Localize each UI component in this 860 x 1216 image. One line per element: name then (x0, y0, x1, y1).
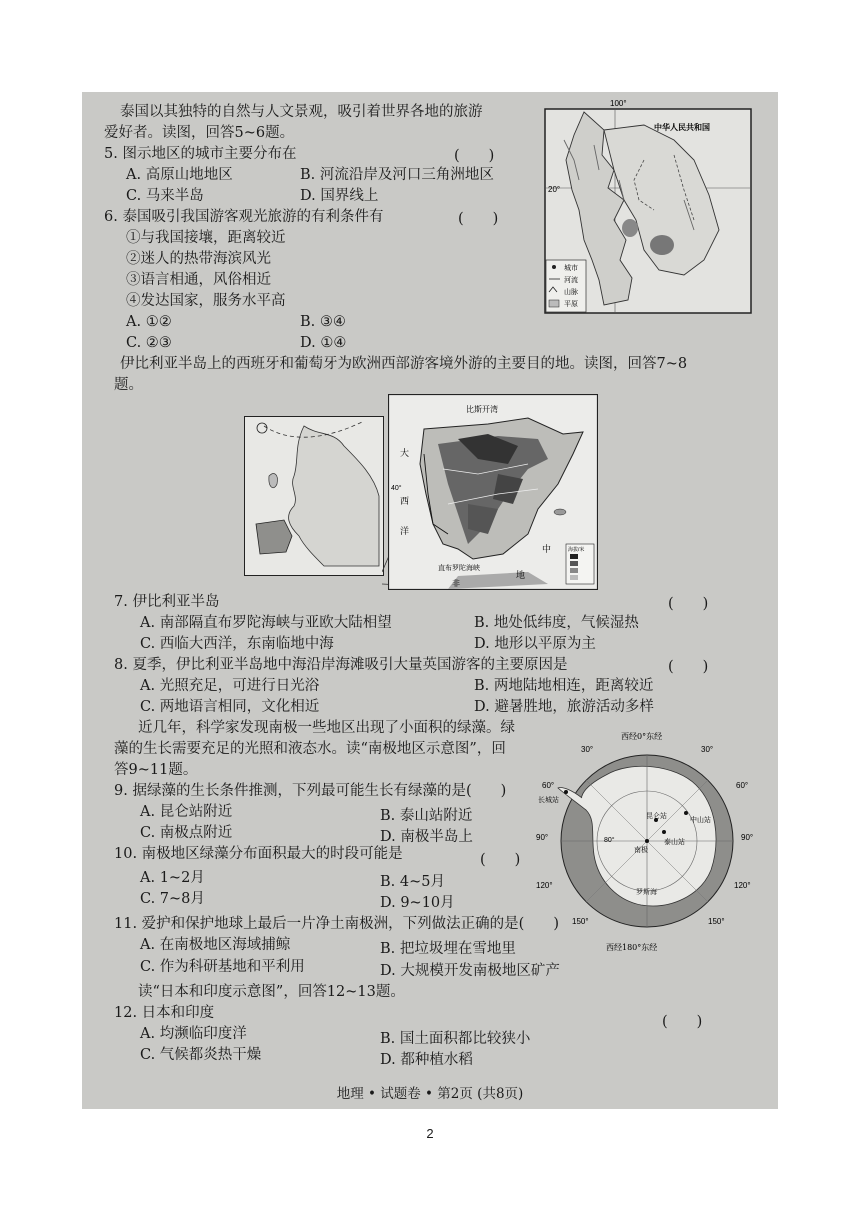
q12-stem: 12. 日本和印度 (114, 1005, 215, 1021)
iberia-lat-label: 40° (391, 485, 402, 492)
antarctic-taishan: 泰山站 (664, 838, 685, 846)
q11-stem: 11. 爱护和保护地球上最后一片净土南极洲，下列做法正确的是( ) (114, 916, 559, 932)
q8-option-a[interactable]: A. 光照充足，可进行日光浴 (140, 678, 320, 694)
antarctic-deg60-right: 60° (736, 781, 749, 790)
intro-thailand-line1: 泰国以其独特的自然与人文景观，吸引着世界各地的旅游 (120, 104, 483, 120)
q7-option-a[interactable]: A. 南部隔直布罗陀海峡与亚欧大陆相望 (140, 615, 392, 631)
thailand-map (544, 100, 752, 314)
thailand-legend-plain: 平原 (564, 301, 578, 308)
q10-stem: 10. 南极地区绿藻分布面积最大的时段可能是 (114, 846, 403, 862)
antarctic-deg120-left: 120° (536, 881, 553, 890)
q8-option-d[interactable]: D. 避暑胜地，旅游活动多样 (474, 699, 654, 715)
antarctic-kunlun: 昆仑站 (646, 812, 667, 820)
q6-item-2: ②迷人的热带海滨风光 (126, 251, 271, 267)
q9-option-c[interactable]: C. 南极点附近 (140, 825, 233, 841)
q5-stem: 5. 图示地区的城市主要分布在 (104, 146, 297, 162)
q5-option-c[interactable]: C. 马来半岛 (126, 188, 204, 204)
antarctic-deg80: 80° (604, 837, 615, 844)
q10-option-b[interactable]: B. 4~5月 (380, 874, 445, 890)
q6-answer-blank[interactable]: ( ) (458, 211, 499, 227)
q12-option-c[interactable]: C. 气候都炎热干燥 (140, 1047, 262, 1063)
iberia-strait-label: 直布罗陀海峡 (438, 564, 480, 572)
q8-option-c[interactable]: C. 两地语言相同，文化相近 (140, 699, 320, 715)
q6-option-a[interactable]: A. ①② (126, 314, 172, 330)
antarctic-deg90-right: 90° (741, 833, 754, 842)
q7-answer-blank[interactable]: ( ) (668, 596, 709, 612)
q11-option-c[interactable]: C. 作为科研基地和平利用 (140, 959, 305, 975)
intro-thailand-line2: 爱好者。读图，回答5~6题。 (104, 125, 295, 141)
antarctic-top-label: 西经0°东经 (621, 732, 663, 741)
q6-item-4: ④发达国家，服务水平高 (126, 293, 286, 309)
intro-antarctic-line2: 藻的生长需要充足的光照和液态水。读“南极地区示意图”，回 (114, 741, 506, 757)
antarctic-greatwall: 长城站 (538, 796, 559, 804)
intro-antarctic-line3: 答9~11题。 (114, 762, 198, 778)
iberia-ocean-label-1: 大 (400, 449, 410, 459)
q7-option-d[interactable]: D. 地形以平原为主 (474, 636, 596, 652)
q7-stem: 7. 伊比利亚半岛 (114, 594, 220, 610)
q9-option-a[interactable]: A. 昆仑站附近 (140, 804, 233, 820)
intro-antarctic-line1: 近几年，科学家发现南极一些地区出现了小面积的绿藻。绿 (138, 720, 515, 736)
q10-answer-blank[interactable]: ( ) (480, 852, 521, 868)
antarctic-map (536, 730, 758, 952)
antarctic-deg150-left: 150° (572, 917, 589, 926)
q9-option-d[interactable]: D. 南极半岛上 (380, 829, 473, 845)
q6-stem: 6. 泰国吸引我国游客观光旅游的有利条件有 (104, 209, 384, 225)
antarctic-deg120-right: 120° (734, 881, 751, 890)
q8-stem: 8. 夏季，伊比利亚半岛地中海沿岸海滩吸引大量英国游客的主要原因是 (114, 657, 568, 673)
q10-option-d[interactable]: D. 9~10月 (380, 895, 455, 911)
q8-option-b[interactable]: B. 两地陆地相连，距离较近 (474, 678, 654, 694)
q11-option-a[interactable]: A. 在南极地区海域捕鲸 (140, 937, 291, 953)
scanned-page (82, 92, 778, 1109)
thailand-legend-mountain: 山脉 (564, 289, 578, 296)
thailand-map-lon: 100° (610, 100, 627, 108)
iberia-map (388, 394, 598, 590)
antarctic-deg30-right: 30° (701, 745, 714, 754)
intro-iberia-line1: 伊比利亚半岛上的西班牙和葡萄牙为欧洲西部游客境外游的主要目的地。读图，回答7~8 (120, 356, 688, 372)
intro-iberia-line2: 题。 (114, 377, 143, 393)
q5-answer-blank[interactable]: ( ) (454, 148, 495, 164)
iberia-bay-label: 比斯开湾 (466, 405, 498, 414)
q11-option-d[interactable]: D. 大规模开发南极地区矿产 (380, 963, 560, 979)
q10-option-c[interactable]: C. 7~8月 (140, 891, 205, 907)
q7-option-c[interactable]: C. 西临大西洋，东南临地中海 (140, 636, 334, 652)
q5-option-b[interactable]: B. 河流沿岸及河口三角洲地区 (300, 167, 494, 183)
europe-locator-map (244, 416, 384, 576)
q12-option-b[interactable]: B. 国土面积都比较狭小 (380, 1031, 531, 1047)
antarctic-deg150-right: 150° (708, 917, 725, 926)
thailand-map-country: 中华人民共和国 (654, 123, 710, 132)
q11-option-b[interactable]: B. 把垃圾埋在雪地里 (380, 941, 516, 957)
thailand-map-lat: 20° (548, 185, 561, 194)
q5-option-a[interactable]: A. 高原山地地区 (126, 167, 233, 183)
iberia-ocean-label-3: 洋 (400, 527, 410, 537)
q9-option-b[interactable]: B. 泰山站附近 (380, 808, 473, 824)
iberia-legend-title: 海拔/米 (568, 547, 585, 553)
q6-option-b[interactable]: B. ③④ (300, 314, 346, 330)
q6-option-c[interactable]: C. ②③ (126, 335, 172, 351)
thailand-legend-river: 河流 (564, 277, 578, 284)
iberia-med-label-1: 中 (542, 545, 552, 555)
q5-option-d[interactable]: D. 国界线上 (300, 188, 379, 204)
q10-option-a[interactable]: A. 1~2月 (140, 870, 205, 886)
q12-answer-blank[interactable]: ( ) (662, 1014, 703, 1030)
antarctic-ross-sea: 罗斯海 (636, 888, 657, 896)
intro-japan: 读“日本和印度示意图”，回答12~13题。 (138, 984, 405, 1000)
q6-option-d[interactable]: D. ①④ (300, 335, 347, 351)
iberia-med-label-2: 地 (516, 571, 526, 581)
antarctic-zhongshan: 中山站 (690, 816, 711, 824)
q8-answer-blank[interactable]: ( ) (668, 659, 709, 675)
iberia-africa-label: 非 (452, 579, 460, 588)
antarctic-bottom-label: 西经180°东经 (606, 943, 658, 952)
q6-item-1: ①与我国接壤，距离较近 (126, 230, 286, 246)
antarctic-deg60-left: 60° (542, 781, 555, 790)
iberia-ocean-label-2: 西 (400, 497, 410, 507)
antarctic-deg90-left: 90° (536, 833, 549, 842)
antarctic-pole: 南极 (634, 846, 648, 854)
antarctic-deg30-left: 30° (581, 745, 594, 754)
page-footer: 地理 • 试题卷 • 第2页 (共8页) (336, 1086, 524, 1102)
q7-option-b[interactable]: B. 地处低纬度，气候湿热 (474, 615, 639, 631)
q12-option-d[interactable]: D. 都种植水稻 (380, 1052, 473, 1068)
thailand-legend-city: 城市 (564, 265, 578, 272)
q9-stem: 9. 据绿藻的生长条件推测，下列最可能生长有绿藻的是( ) (114, 783, 507, 799)
q6-item-3: ③语言相通，风俗相近 (126, 272, 271, 288)
q12-option-a[interactable]: A. 均濒临印度洋 (140, 1026, 247, 1042)
page-number: 2 (426, 1126, 434, 1141)
